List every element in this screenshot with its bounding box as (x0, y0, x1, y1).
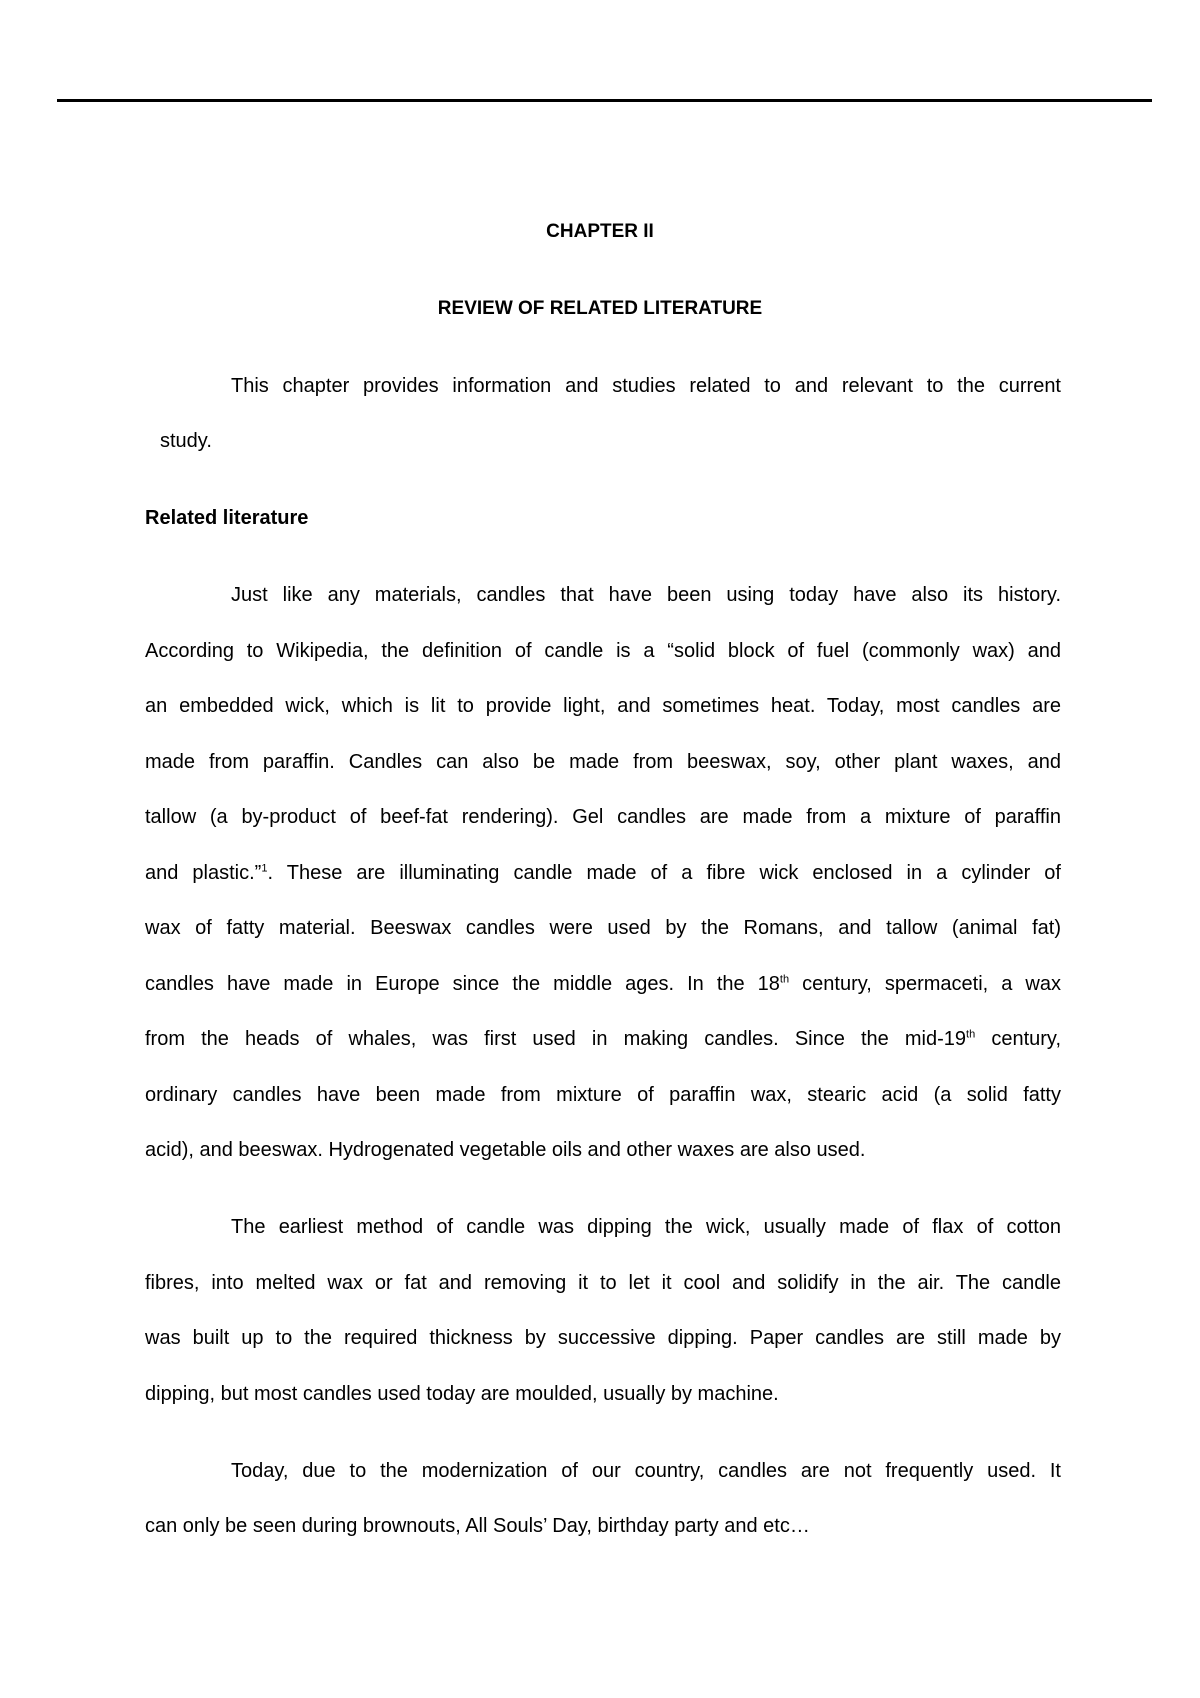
intro-line-1: This chapter provides information and studies related to and relevant to the current (231, 375, 1061, 397)
p1-line-10: ordinary candles have been made from mixture of paraffin wax, stearic acid (a solid fatty (145, 1084, 1061, 1106)
footnote-ref: 1 (261, 862, 268, 875)
p1-line-8-b: century, spermaceti, a wax (789, 973, 1061, 995)
p1-line-9-a: from the heads of whales, was first used in making candles. Since the mid-19 (145, 1028, 967, 1050)
ordinal-suffix: th (966, 1028, 976, 1041)
p3-line-1: Today, due to the modernization of our country, candles are not frequently used. It (231, 1460, 1061, 1482)
p2-line-1: The earliest method of candle was dipping the wick, usually made of flax of cotton (231, 1216, 1061, 1238)
p1-line-8 (145, 971, 1061, 997)
section-heading: Related literature (145, 507, 309, 529)
p1-line-11: acid), and beeswax. Hydrogenated vegetable oils and other waxes are also used. (145, 1139, 866, 1161)
p1-line-1: Just like any materials, candles that have been using today have also its history. (231, 584, 1061, 606)
p2-line-2: fibres, into melted wax or fat and removing it to let it cool and solidify in the air. The candle (145, 1272, 1061, 1294)
p1-line-5: tallow (a by-product of beef-fat rendering). Gel candles are made from a mixture of paraffin (145, 806, 1061, 828)
p1-line-3: an embedded wick, which is lit to provide light, and sometimes heat. Today, most candles are (145, 695, 1061, 717)
p1-line-2: According to Wikipedia, the definition of candle is a “solid block of fuel (commonly wax) and (145, 640, 1061, 662)
p1-line-8-a: candles have made in Europe since the middle ages. In the 18 (145, 973, 780, 995)
p1-line-4: made from paraffin. Candles can also be made from beeswax, soy, other plant waxes, and (145, 751, 1061, 773)
p1-line-6-b: . These are illuminating candle made of a fibre wick enclosed in a cylinder of (267, 862, 1061, 884)
chapter-title: REVIEW OF RELATED LITERATURE (437, 298, 763, 319)
p2-line-3: was built up to the required thickness by successive dipping. Paper candles are still made by (145, 1327, 1061, 1349)
chapter-number: CHAPTER II (546, 221, 654, 242)
p1-line-7: wax of fatty material. Beeswax candles were used by the Romans, and tallow (animal fat) (145, 917, 1061, 939)
header-rule (57, 99, 1152, 102)
p1-line-9-b: century, (975, 1028, 1061, 1050)
p2-line-4: dipping, but most candles used today are moulded, usually by machine. (145, 1383, 779, 1405)
p1-line-9 (145, 1026, 1061, 1052)
ordinal-suffix: th (779, 973, 790, 986)
p1-line-6 (145, 860, 1061, 886)
p1-line-6-a: and plastic.” (145, 862, 262, 884)
p3-line-2: can only be seen during brownouts, All Souls’ Day, birthday party and etc… (145, 1515, 810, 1537)
intro-line-2: study. (160, 430, 212, 452)
